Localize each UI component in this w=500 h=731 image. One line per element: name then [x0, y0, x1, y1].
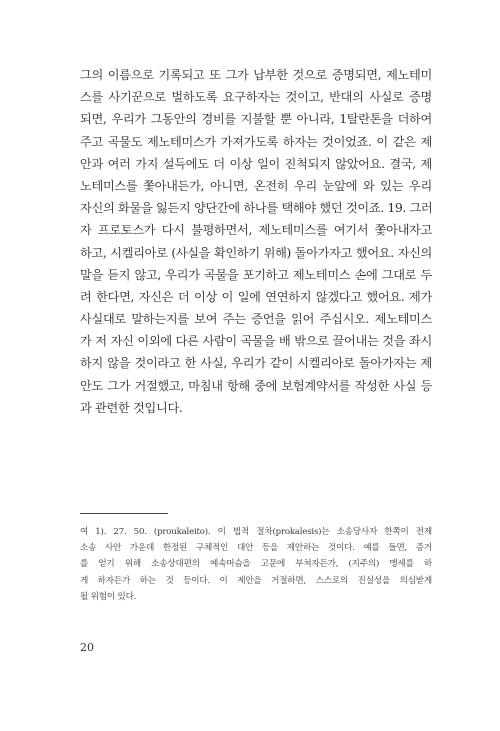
body-line: 자신의 화물을 잃든지 양단간에 하나를 택해야 했던 것이죠. 19. 그러 — [80, 201, 433, 216]
body-line: 과 관련한 것입니다. — [80, 400, 183, 415]
body-line: 말을 듣지 않고, 우리가 곡물을 포기하고 제노테미스 손에 그대로 두 — [80, 267, 432, 282]
body-line: 려 한다면, 자신은 더 이상 이 일에 연연하지 않겠다고 했어요. 제가 — [80, 289, 432, 304]
body-line: 되면, 우리가 그동안의 경비를 지불할 뿐 아니라, 1탈란톤을 더하여 — [80, 112, 432, 127]
body-line: 하고, 시켈리아로 (사실을 확인하기 위해) 돌아가자고 했어요. 자신의 — [80, 245, 432, 260]
body-line: 안과 여러 가지 설득에도 더 이상 일이 진척되지 않았어요. 결국, 제 — [80, 156, 432, 171]
body-line: 사실대로 말하는지를 보여 주는 증언을 읽어 주십시오. 제노테미스 — [80, 312, 432, 327]
body-line: 스를 사기꾼으로 벌하도록 요구하자는 것이고, 반대의 사실로 증명 — [80, 90, 432, 105]
body-text — [80, 64, 432, 419]
page-number: 20 — [80, 641, 94, 654]
footnote — [80, 524, 432, 605]
footnote-line: 소송 사안 가운데 한정된 구체적인 대안 등을 제안하는 것이다. 예를 들면, 증거 — [80, 543, 432, 554]
footnote-line: 될 위험이 있다. — [80, 591, 137, 602]
body-line: 하지 않을 것이라고 한 사실, 우리가 같이 시켈리아로 돌아가자는 제 — [80, 356, 432, 371]
footnote-line: 여 1). 27. 50. (proukaleito). 이 법적 절차(prokalesis)는 소송당사자 한쪽이 전제 — [80, 527, 432, 537]
body-line: 자 프로토스가 다시 불평하면서, 제노테미스를 여기서 쫓아내자고 — [80, 223, 432, 238]
footnote-line: 를 얻기 위해 소송상대편의 예속머슴을 고문에 부쳐자든가, (지주의) 맹세를 하 — [80, 559, 432, 570]
body-line: 안도 그가 거절했고, 마침내 항해 중에 보험계약서를 작성한 사실 등 — [80, 378, 432, 393]
body-line: 노테미스를 쫓아내든가, 아니면, 온전히 우리 눈앞에 와 있는 우리 — [80, 178, 432, 193]
body-line: 주고 곡물도 제노테미스가 가져가도록 하자는 것이었죠. 이 같은 제 — [80, 134, 432, 149]
footnote-line: 게 하자든가 하는 것 등이다. 이 제안을 거절하면, 스스로의 진실성을 의심받게 — [80, 575, 432, 586]
body-line: 가 저 자신 이외에 다른 사람이 곡물을 배 밖으로 끌어내는 것을 좌시 — [80, 334, 432, 349]
footnote-divider — [80, 513, 168, 514]
body-line: 그의 이름으로 기록되고 또 그가 납부한 것으로 증명되면, 제노테미 — [80, 68, 432, 82]
